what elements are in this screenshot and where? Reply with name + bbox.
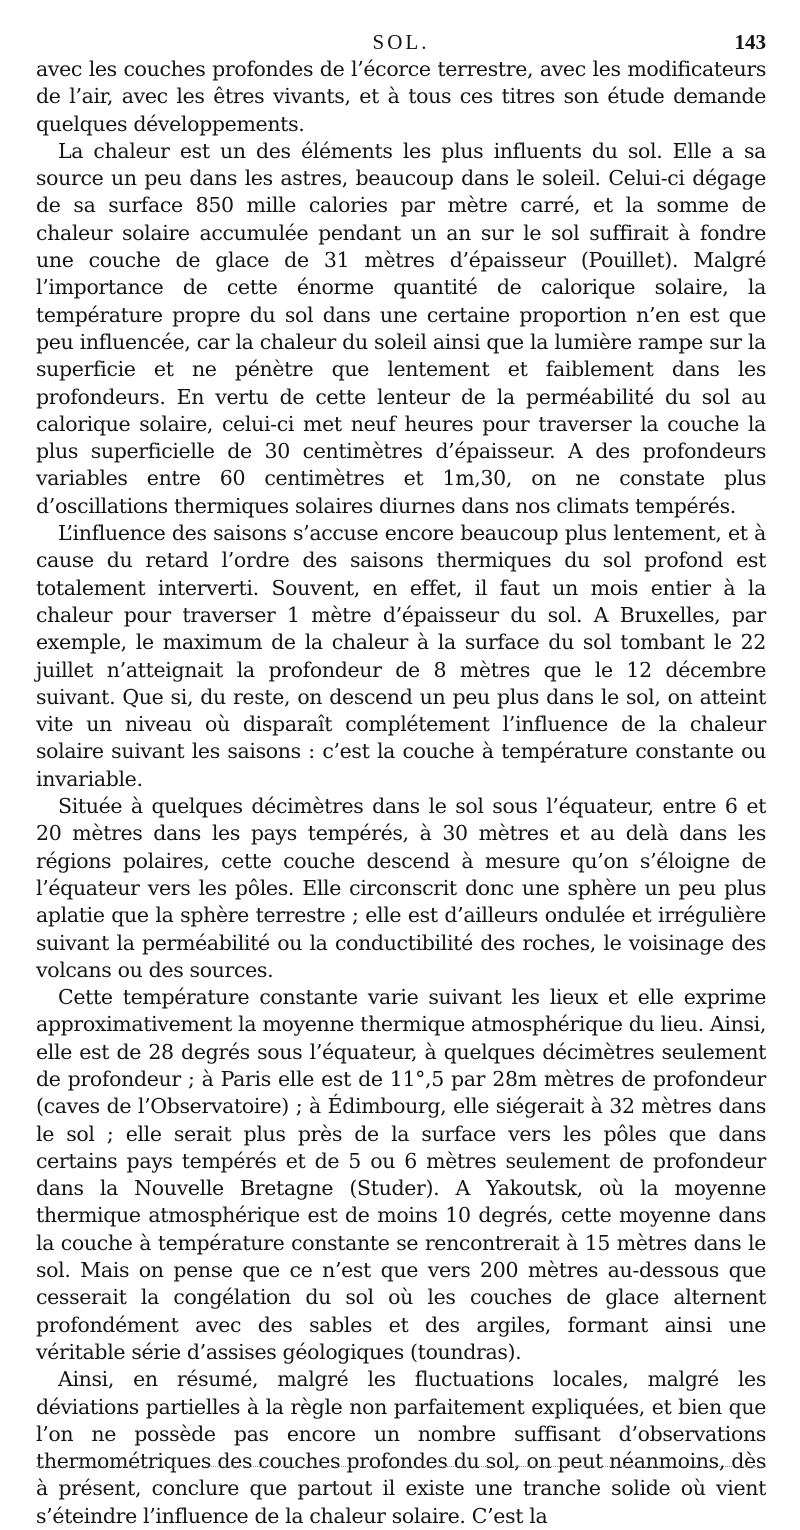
footer-dotted-rule — [36, 1466, 766, 1467]
paragraph-seasons: L’influence des saisons s’accuse encore beaucoup plus lentement, et à cause du retard l’ordre des saisons thermiques du sol profond est totalement interverti. Souvent, en effet, il faut un mois entier à la chaleur pour traverser 1 mètre d’épaisseur du sol. A Bruxelles, par exemple, le maximum de la chaleur à la surface du sol tombant le 22 juillet n’atteignait la profondeur de 8 mètres que le 12 décembre suivant. Que si, du reste, on descend un peu plus dans le sol, on atteint vite un niveau où disparaît complétement l’influence de la chaleur solaire suivant les saisons : c’est la couche à température constante ou invariable. — [36, 521, 766, 791]
running-title: SOL. — [372, 30, 430, 54]
book-page — [36, 26, 766, 1530]
paragraph-soil-heat: La chaleur est un des éléments les plus influents du sol. Elle a sa source un peu dans les astres, beaucoup dans le soleil. Celui-ci dégage de sa surface 850 mille calories par mètre carré, et la somme de chaleur solaire accumulée pendant un an sur le sol suffirait à fondre une couche de glace de 31 mètres d’épaisseur (Pouillet). Malgré l’importance de cette énorme quantité de calorique solaire, la température propre du sol dans une certaine proportion n’en est que peu influencée, car la chaleur du soleil ainsi que la lumière rampe sur la superficie et ne pénètre que lentement et faiblement dans les profondeurs. En vertu de cette lenteur de la perméabilité du sol au calorique solaire, celui-ci met neuf heures pour traverser la couche la plus superficielle de 30 centimètres d’épaisseur. A des profondeurs variables entre 60 centimètres et 1m,30, on ne constate plus d’oscillations thermiques solaires diurnes dans nos climats tempérés. — [36, 138, 766, 518]
paragraph-continuation: avec les couches profondes de l’écorce terrestre, avec les modificateurs de l’air, avec les êtres vivants, et à tous ces titres son étude demande quelques développements. — [36, 57, 766, 136]
running-head — [36, 26, 766, 56]
paragraph-constant-temperature: Cette température constante varie suivant les lieux et elle exprime approximativement la moyenne thermique atmosphérique du lieu. Ainsi, elle est de 28 degrés sous l’équateur, à quelques décimètres seulement de profondeur ; à Paris elle est de 11°,5 par 28m mètres de profondeur (caves de l’Observatoire) ; à Édimbourg, elle siégerait à 32 mètres dans le sol ; elle serait plus près de la surface vers les pôles que dans certains pays tempérés et de 5 ou 6 mètres seulement de profondeur dans la Nouvelle Bretagne (Studer). A Yakoutsk, où la moyenne thermique atmosphérique est de moins 10 degrés, cette moyenne dans la couche à température constante se rencontrerait à 15 mètres dans le sol. Mais on pense que ce n’est que vers 200 mètres au-dessous que cesserait la congélation du sol où les couches de glace alternent profondément avec des sables et des argiles, formant ainsi une véritable série d’assises géologiques (toundras). — [36, 985, 766, 1364]
page-number: 143 — [734, 30, 766, 54]
paragraph-constant-layer: Située à quelques décimètres dans le sol sous l’équateur, entre 6 et 20 mètres dans les pays tempérés, à 30 mètres et au delà dans les régions polaires, cette couche descend à mesure qu’on s’éloigne de l’équateur vers les pôles. Elle circonscrit donc une sphère un peu plus aplatie que la sphère terrestre ; elle est d’ailleurs ondulée et irrégulière suivant la perméabilité ou la conductibilité des roches, le voisinage des volcans ou des sources. — [36, 794, 766, 982]
body-text — [36, 56, 766, 1530]
paragraph-summary: Ainsi, en résumé, malgré les fluctuations locales, malgré les déviations partielles à la règle non parfaitement expliquées, et bien que l’on ne possède pas encore un nombre suffisant d’observations thermométriques des couches profondes du sol, on peut néanmoins, dès à présent, conclure que partout il existe une tranche solide où vient s’éteindre l’influence de la chaleur solaire. C’est la — [36, 1367, 766, 1528]
